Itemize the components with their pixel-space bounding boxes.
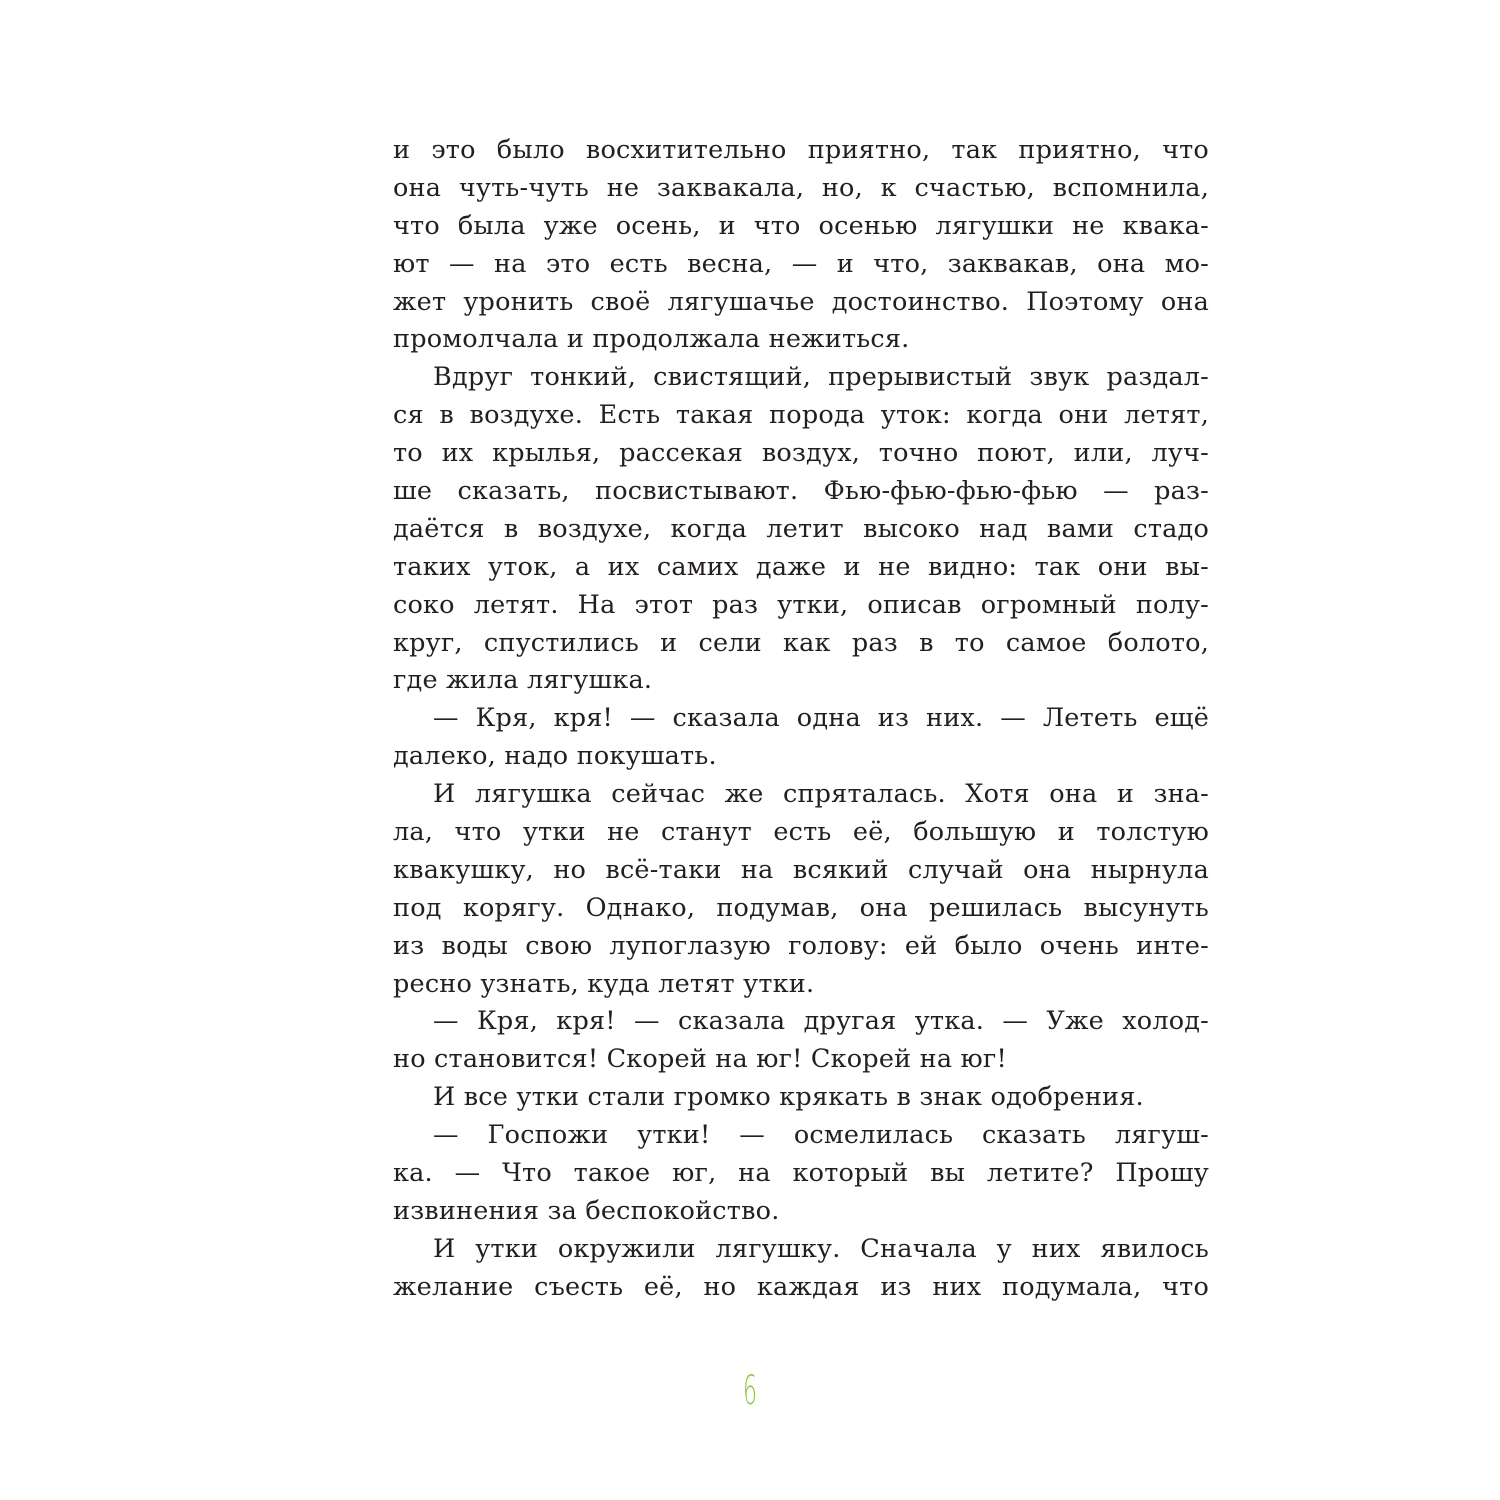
text-line: — Кря, кря! — сказала одна из них. — Лететь ещё — [433, 703, 1209, 734]
paragraph — [393, 1117, 1209, 1231]
page-body — [393, 132, 1209, 1307]
text-line: жет уронить своё лягушачье достоинство. Поэтому она — [393, 286, 1209, 317]
text-line: промолчала и продолжала нежиться. — [393, 324, 910, 355]
paragraph — [393, 700, 1209, 776]
text-line: что была уже осень, и что осенью лягушки не квака- — [393, 210, 1209, 241]
text-line: под корягу. Однако, подумав, она решилась высунуть — [393, 892, 1209, 923]
text-line: и это было восхитительно приятно, так приятно, что — [393, 135, 1209, 165]
text-line: ресно узнать, куда летят утки. — [393, 968, 815, 999]
text-line: И все утки стали громко крякать в знак одобрения. — [433, 1082, 1144, 1113]
text-line: квакушку, но всё-таки на всякий случай она нырнула — [393, 854, 1209, 885]
text-line: соко летят. На этот раз утки, описав огромный полу- — [393, 589, 1209, 620]
paragraph — [393, 1003, 1209, 1079]
text-line: ше сказать, посвистывают. Фью-фью-фью-фью — раз- — [393, 476, 1209, 507]
text-line: желание съесть её, но каждая из них подумала, что — [393, 1271, 1209, 1302]
text-line: ют — на это есть весна, — и что, заквакав, она мо- — [393, 248, 1209, 279]
text-line: таких уток, а их самих даже и не видно: так они вы- — [393, 551, 1209, 582]
text-line: — Госпожи утки! — осмелилась сказать лягуш- — [433, 1120, 1209, 1151]
paragraph — [393, 776, 1209, 1003]
text-line: из воды свою лупоглазую голову: ей было очень инте- — [393, 930, 1209, 961]
paragraph — [393, 1231, 1209, 1307]
text-line: ка. — Что такое юг, на который вы летите? Прошу — [393, 1158, 1209, 1189]
text-line: извинения за беспокойство. — [393, 1195, 780, 1226]
text-line: ла, что утки не станут есть её, большую и толстую — [393, 817, 1209, 848]
text-line: Вдруг тонкий, свистящий, прерывистый звук раздал- — [433, 362, 1209, 393]
paragraph — [393, 132, 1209, 359]
paragraph — [393, 1079, 1209, 1117]
text-line: то их крылья, рассекая воздух, точно поют, или, луч- — [393, 438, 1209, 469]
text-line: И утки окружили лягушку. Сначала у них явилось — [433, 1233, 1209, 1264]
text-line: она чуть-чуть не заквакала, но, к счастью, вспомнила, — [393, 172, 1209, 203]
text-line: далеко, надо покушать. — [393, 741, 717, 772]
page-number: 6 — [742, 1368, 757, 1414]
text-line: даётся в воздухе, когда летит высоко над вами стадо — [393, 513, 1209, 544]
paragraph — [393, 359, 1209, 700]
text-line: круг, спустились и сели как раз в то самое болото, — [393, 627, 1209, 658]
text-line: — Кря, кря! — сказала другая утка. — Уже холод- — [433, 1006, 1209, 1037]
text-line: ся в воздухе. Есть такая порода уток: когда они летят, — [393, 400, 1209, 431]
text-line: но становится! Скорей на юг! Скорей на юг! — [393, 1044, 1007, 1075]
text-line: И лягушка сейчас же спряталась. Хотя она и зна- — [433, 779, 1209, 810]
text-line: где жила лягушка. — [393, 665, 653, 696]
